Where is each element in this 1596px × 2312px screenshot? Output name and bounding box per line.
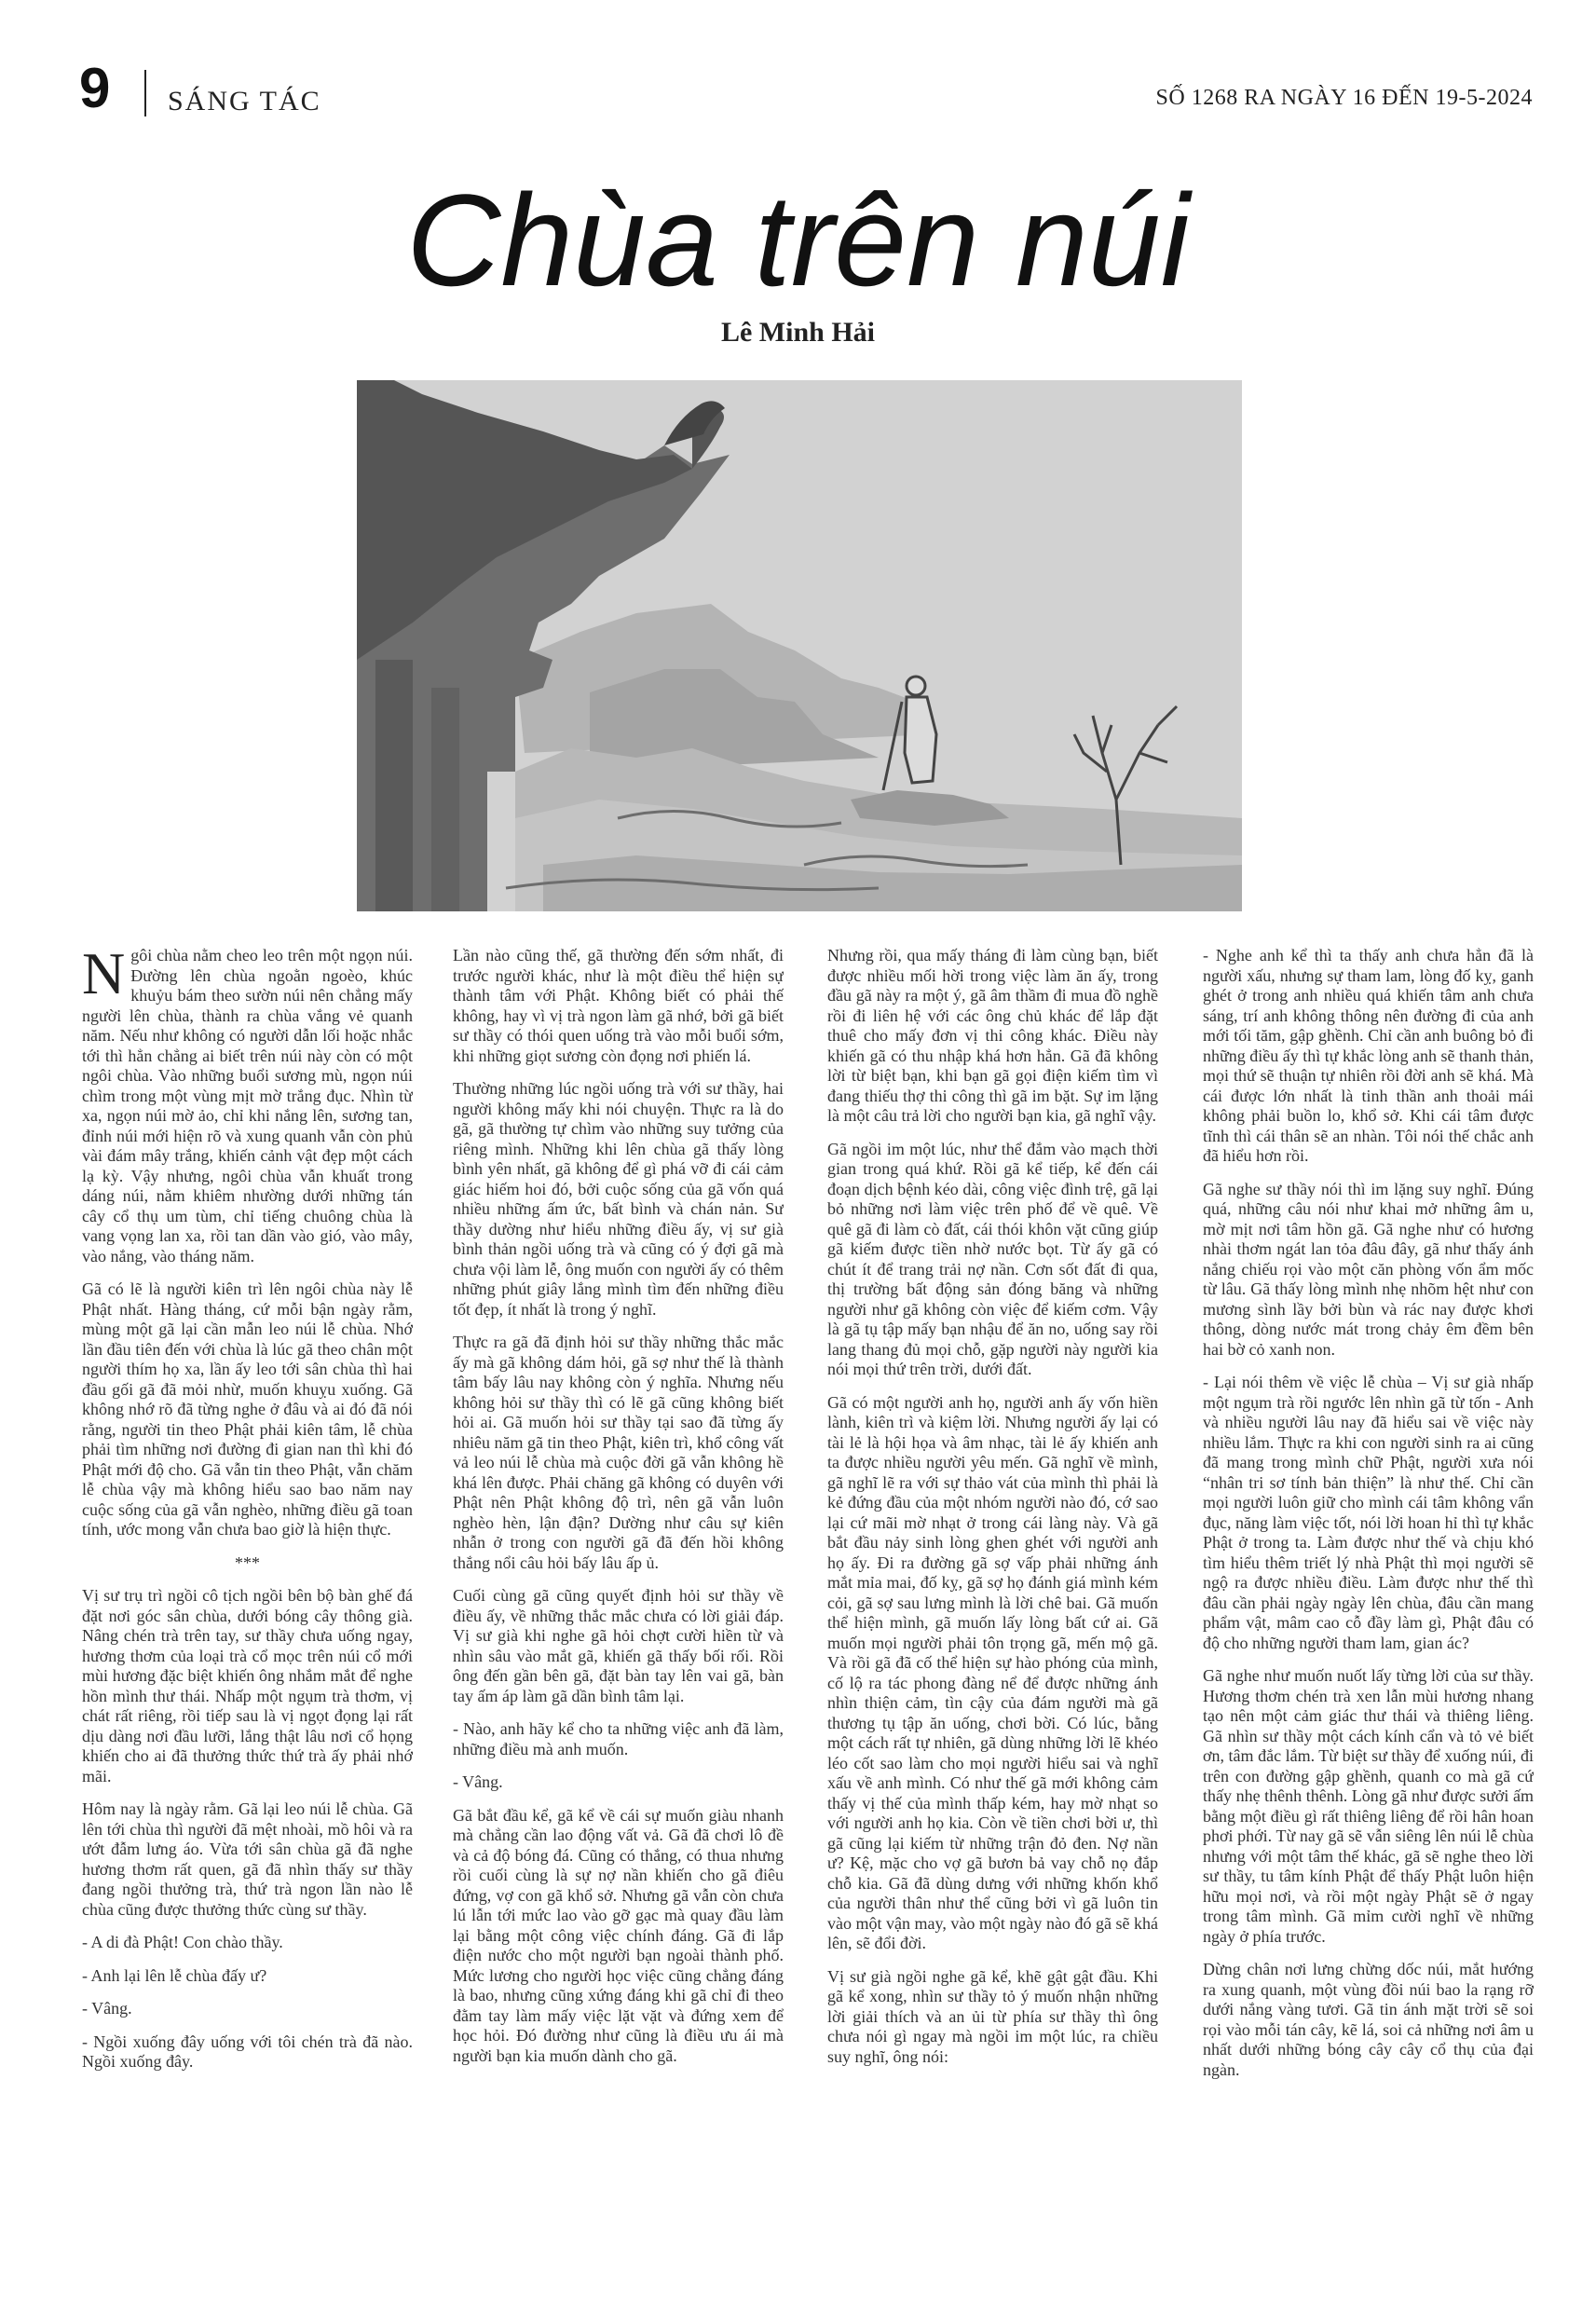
paragraph: Gã nghe như muốn nuốt lấy từng lời của sư thầy. Hương thơm chén trà xen lẫn mùi hương nhang tạo nên một cảm giác thư thái và thiêng liêng. Gã nhìn sư thầy một cách kính cẩn và tỏ vẻ biết ơn, tâm đắc lắm. Từ biệt sư thầy để xuống núi, đi trên con đường gập ghềnh, quanh co mà gã cứ thấy nhẹ thênh thênh. Lòng gã như được sưởi ấm bằng một điều gì rất thiêng liêng để rồi hân hoan phơi phới. Từ nay gã sẽ vẫn siêng lên núi lễ chùa nhưng với một tâm thế khác, gã sẽ nghe theo lời sư thầy, tu tâm kính Phật để thấy Phật luôn hiện hữu mọi nơi, và rồi một ngày Phật sẽ ở ngay trong tâm mình. Gã mỉm cười nghĩ về những ngày ở phía trước. — [1203, 1666, 1534, 1946]
paragraph: Gã bắt đầu kể, gã kể về cái sự muốn giàu nhanh mà chẳng cần lao động vất vả. Gã đã chơi lô đề và cả độ bóng đá. Cũng có thắng, có thua nhưng rồi cuối cùng là sự nợ nần khiến cho gã điêu đứng, vợ con gã khổ sở. Nhưng gã vẫn còn chưa lú lẫn tới mức lao vào gỡ gạc mà quay đầu làm lại bằng một công việc chính đáng. Gã đi lắp điện nước cho một người bạn ngoài thành phố. Mức lương cho người học việc cũng chẳng đáng là bao, nhưng cũng xứng đáng khi gã chỉ đi theo đằm tay làm mấy việc lặt vặt và đứng xem để học hỏi. Đó đường như cũng là điều ưu ái mà người bạn kia muốn dành cho gã. — [453, 1805, 784, 2065]
paragraph: Vị sư già ngồi nghe gã kể, khẽ gật gật đầu. Khi gã kể xong, nhìn sư thầy tỏ ý muốn nhận những lời giải thích và an ủi từ phía sư thầy thì ông chưa nói gì ngay mà ngồi im một lúc, ra chiều suy nghĩ, ông nói: — [827, 1966, 1158, 2066]
article-title: Chùa trên núi — [406, 167, 1190, 313]
article-column-1 — [82, 946, 413, 2269]
dialogue-line: - Vâng. — [82, 1999, 132, 2018]
dialogue-line: - A di đà Phật! Con chào thầy. — [82, 1933, 283, 1951]
dialogue-line: - Nào, anh hãy kể cho ta những việc anh đã làm, những điều mà anh muốn. — [453, 1719, 784, 1758]
paragraph: Cuối cùng gã cũng quyết định hỏi sư thầy về điều ấy, về những thắc mắc chưa có lời giải đáp. Vị sư già khi nghe gã hỏi chợt cười hiền từ và nhìn sâu vào mắt gã, khiến gã thấy bối rối. Rồi ông đến gần bên gã, đặt bàn tay lên vai gã, bàn tay ấm áp làm gã dần bình tâm lại. — [453, 1586, 784, 1705]
paragraph: Nhưng rồi, qua mấy tháng đi làm cùng bạn, biết được nhiều mối hời trong việc làm ăn ấy, trong đầu gã này ra một ý, gã âm thầm đi mua đồ nghề rồi đi liên hệ với các ông chủ khác để lắp đặt thuê cho mấy đơn vị thi công khác. Điều này khiến gã có thu nhập khá hơn hẳn. Gã đã không lời từ biệt bạn, khi bạn gã gọi điện kiếm tìm vì đang thiếu thợ thi công thì gã im bặt. Sự im lặng là một câu trả lời cho người bạn kia, gã nghĩ vậy. — [827, 946, 1158, 1125]
paragraph: Vị sư trụ trì ngồi cô tịch ngồi bên bộ bàn ghế đá đặt nơi góc sân chùa, dưới bóng cây thông già. Nâng chén trà trên tay, sư thầy chưa uống ngay, hương thơm của loại trà cổ mọc trên núi cổ mới mùi hương đặc biệt khiến ông nhắm mắt để nghe hồn mình thư thái. Nhấp một ngụm trà thơm, vị chát rất riêng, rồi tiếp sau là vị ngọt đọng lại rất dịu dàng nơi đầu lưỡi, lắng thật lâu nơi cổ họng khiến cho ai đã thưởng thức thứ trà ấy phải nhớ mãi. — [82, 1586, 413, 1785]
temple-mountain-monk-illustration — [357, 380, 1242, 911]
article-body — [82, 946, 1535, 2269]
paragraph: - Nghe anh kể thì ta thấy anh chưa hẳn đã là người xấu, nhưng sự tham lam, lòng đố kỵ, ganh ghét ở trong anh nhiều quá khiến tâm anh chưa sáng, trí anh không thông nên đường đi của anh mới tối tăm, gập ghềnh. Chỉ cần anh buông bỏ đi những điều ấy thì tự khắc lòng anh sẽ thanh thản, mọi thứ sẽ thuận tự nhiên rồi đời anh sẽ khá. Mà cái được lớn nhất là tinh thần anh thoải mái không phải buồn lo, khổ sở. Khi cái tâm được tĩnh thì cái thân sẽ an nhàn. Tôi nói thế chắc anh đã hiểu hơn rồi. — [1203, 946, 1534, 1165]
paragraph: - Lại nói thêm về việc lễ chùa – Vị sư già nhấp một ngụm trà rồi ngước lên nhìn gã từ tốn - Anh và nhiều người lâu nay đã hiểu sai về việc này nhiều lắm. Thực ra khi con người sinh ra ai cũng đã mang trong mình chữ Phật, người xưa nói “nhân tri sơ tính bản thiện” là như thế. Chỉ cần mọi người luôn giữ cho mình cái tâm không vẩn đục, năng làm việc tốt, nói lời hoan hỉ thì tự khắc Phật ở trong ta. Làm được như thế và chịu khó tìm hiểu thêm triết lý nhà Phật thì mọi người sẽ ngộ ra được nhiều điều. Làm được như thế thì đâu cần phải ngày ngày lên chùa, đâu cần mang phẩm vật, mâm cao cỗ đầy làm gì, Phật đâu có độ cho những người tham lam, gian ác? — [1203, 1373, 1534, 1652]
page-header — [79, 57, 1533, 121]
dialogue-line: - Vâng. — [453, 1772, 503, 1791]
paragraph: Thực ra gã đã định hỏi sư thầy những thắc mắc ấy mà gã không dám hỏi, gã sợ như thế là thành tâm bấy lâu nay không còn ý nghĩa. Nhưng nếu không hỏi sư thầy thì có lẽ gã cũng không biết hỏi ai. Gã muốn hỏi sư thầy tại sao đã từng ấy nhiêu năm gã tin theo Phật, kiên trì, khổ công vất vả leo núi lễ chùa mà cuộc đời gã vẫn không hề khá lên được. Phải chăng gã không có duyên với Phật nên Phật không độ trì, nên gã vẫn luôn nghèo hèn, lận đận? Dường như câu sự kiên nhẫn ở trong con người gã đã đến hồi không thắng nổi câu hỏi bấy lâu ấp ủ. — [453, 1333, 784, 1572]
page-number: 9 — [79, 57, 111, 119]
paragraph: Thường những lúc ngồi uống trà với sư thầy, hai người không mấy khi nói chuyện. Thực ra là do gã, gã thường tự chìm vào những suy tưởng của riêng mình. Những khi lên chùa gã thấy lòng bình yên nhất, gã không để gì phá vỡ đi cái cảm giác hiếm hoi đó, bởi cuộc sống của gã vốn quá nhiều những ấm ức, bất bình và chán nản. Sư thầy dường như hiểu những điều ấy, vị sư già bình thản ngồi uống trà và cũng có ý đợi gã mà chưa vội làm lễ, ông muốn con người ấy có thêm những phút giây lắng mình tìm đến những điều tốt đẹp, ít nhất là trong ý nghĩ. — [453, 1079, 784, 1319]
paragraph: Gã ngồi im một lúc, như thể đắm vào mạch thời gian trong quá khứ. Rồi gã kể tiếp, kể đến cái đoạn dịch bệnh kéo dài, công việc đình trệ, gã lại bỏ những nơi làm việc trên phố để về quê. Về quê gã đi làm cò đất, cái thói khôn vặt cũng giúp gã kiếm được tiền nhờ nước bọt. Từ ấy gã có chút ít để trang trải nợ nần. Cơn sốt đất đi qua, thị trường bất động sản đóng băng và những người như gã không còn việc để kiếm cơm. Vậy là gã tụ tập mấy bạn nhậu để ăn no, uống say rồi lang thang đủ mọi chỗ, gặp người này người kia nói mọi thứ trên trời, dưới đất. — [827, 1139, 1158, 1378]
section-separator: *** — [235, 1553, 260, 1572]
article-author: Lê Minh Hải — [720, 317, 875, 348]
paragraph: Gã có một người anh họ, người anh ấy vốn hiền lành, kiên trì và kiệm lời. Nhưng người ấy lại có tài lẻ là hội họa và âm nhạc, tài lẻ ấy khiến anh ta được nhiều người yêu mến. Gã nghĩ về mình, gã nghĩ lẽ ra với sự thảo vát của mình thì phải là kẻ đứng đầu của một nhóm người nào đó, cớ sao lại cứ mãi mờ nhạt ở trong cái làng này. Và gã bắt đầu nảy sinh lòng ghen ghét với người anh họ ấy. Đi ra đường gã sợ vấp phải những ánh mắt mỉa mai, đố kỵ, gã sợ họ đánh giá mình kém cỏi, gã sợ sau lưng mình là lời chê bai. Gã muốn thể hiện mình, gã muốn lấy lòng bất cứ ai. Gã muốn mọi người phải tôn trọng gã, mến mộ gã. Và rồi gã đã cố thể hiện sự hào phóng của mình, cố lộ ra tác phong đàng nể để được những ánh nhìn thiện cảm, tìn cậy của đám người mà gã thương tụ tập ăn uống, chơi bời. Có lúc, bằng một cách rất tự nhiên, gã dùng những lời lẽ khéo léo cốt sao làm cho mọi người hiểu sai và nghĩ xấu về anh mình. Có như thế gã mới không cảm thấy vị thế của mình thấp kém, hay mờ nhạt so với người anh họ kia. Còn về tiền chơi bời ư, thì gã cũng lại kiếm từ những trận đỏ đen. Nợ nần ư? Kệ, mặc cho vợ gã bươn bả vay chỗ nọ đắp chỗ kia. Gã đã dùng dưng với những khốn khổ của người thân như thể cũng bởi vì gã luôn tin vào một vận may, vào một ngày nào đó gã sẽ khá lên, sẽ đổi đời. — [827, 1392, 1158, 1952]
paragraph: Dừng chân nơi lưng chừng dốc núi, mắt hướng ra xung quanh, một vùng đồi núi bao la rạng rỡ dưới nắng vàng tươi. Gã tin ánh mặt trời sẽ soi rọi vào mỗi tán cây, kẽ lá, soi cả những nơi âm u nhất dưới những bóng cây cây cổ thụ của đại ngàn. — [1203, 1960, 1534, 2079]
dialogue-line: - Ngồi xuống đây uống với tôi chén trà đã nào. Ngồi xuống đây. — [82, 2032, 413, 2071]
paragraph: Hôm nay là ngày rằm. Gã lại leo núi lễ chùa. Gã lên tới chùa thì người đã mệt nhoài, mồ hôi và ra ướt đẫm lưng áo. Vừa tới sân chùa gã đã nghe hương thơm rất quen, gã đã nhìn thấy sư thầy đang ngồi thưởng trà, thứ trà ngon lần nào lễ chùa cũng được thưởng thức cùng sư thầy. — [82, 1799, 413, 1919]
issue-info: SỐ 1268 RA NGÀY 16 ĐẾN 19-5-2024 — [1155, 86, 1533, 110]
paragraph: Gã nghe sư thầy nói thì im lặng suy nghĩ. Đúng quá, những câu nói như khai mở những âm u, mờ mịt nơi tâm hồn gã. Gã nghe như có hương nhài thơm ngát lan tỏa đâu đây, gã như thấy ánh nắng chiếu rọi vào một căn phòng vốn ẩm mốc từ lâu. Gã thấy lòng mình nhẹ nhõm hệt như con mương sình lầy bởi bùn và rác nay được khơi thông, dòng nước mát trong chảy êm đềm bên hai bờ cỏ xanh non. — [1203, 1179, 1534, 1359]
article-column-3 — [827, 946, 1158, 2269]
section-label: SÁNG TÁC — [168, 86, 321, 116]
header-divider — [144, 70, 146, 116]
paragraph: Lần nào cũng thế, gã thường đến sớm nhất, đi trước người khác, như là một điều thể hiện sự thành tâm với Phật. Không biết có phải thế không, hay vì vị trà ngon làm gã nhớ, bởi gã biết sư thầy có thói quen uống trà vào mỗi buổi sớm, khi những giọt sương còn đọng nơi phiến lá. — [453, 946, 784, 1065]
article-column-2 — [453, 946, 784, 2269]
drop-cap: N — [82, 946, 126, 1006]
article-column-4 — [1203, 946, 1534, 2269]
paragraph: Gã có lẽ là người kiên trì lên ngôi chùa này lễ Phật nhất. Hàng tháng, cứ mỗi bận ngày rằm, mùng một gã lại cần mẫn leo núi lễ chùa. Nhớ lần đầu tiên đến với chùa là lúc gã theo chân một người thím họ xa, lần ấy leo tới sân chùa thì hai đầu gối gã đã mỏi nhừ, muốn khuỵu xuống. Gã không nhớ rõ đã từng nghe ở đâu và ai đó đã nói rằng, người tin theo Phật phải kiên tâm, lễ chùa phải tìm những nơi đường đi gian nan thì khi đó Phật mới độ cho. Gã vẫn tin theo Phật, vẫn chăm lễ chùa vậy mà không hiểu sao bao năm nay cuộc sống của gã vẫn nghèo, những điều gã toan tính, ước mong vẫn chưa bao giờ là hiện thực. — [82, 1279, 413, 1539]
paragraph: Ngôi chùa nằm cheo leo trên một ngọn núi. Đường lên chùa ngoằn ngoèo, khúc khuỷu bám theo sườn núi nên chẳng mấy người lên chùa, thành ra chùa vắng vẻ quanh năm. Nếu như không có người dẫn lối hoặc nhắc tới thì hẳn chẳng ai biết trên núi này còn có một ngôi chùa. Vào những buổi sương mù, ngọn núi chìm trong một vùng mịt mờ trắng đục. Nhìn từ xa, ngọn núi mờ ảo, chỉ khi nắng lên, sương tan, đỉnh núi mới hiện rõ và xung quanh vẫn còn phủ vài đám mây trắng, khiến cảnh vật đẹp một cách lạ kỳ. Vậy nhưng, ngôi chùa vẫn khuất trong dáng núi, nằm khiêm nhường dưới những tán cây cổ thụ um tùm, chỉ tiếng chuông chùa là vang vọng lan xa, rồi tan dần vào gió, vào mây, vào nắng, vào tháng năm. — [82, 946, 413, 1265]
dialogue-line: - Anh lại lên lễ chùa đấy ư? — [82, 1965, 267, 1985]
